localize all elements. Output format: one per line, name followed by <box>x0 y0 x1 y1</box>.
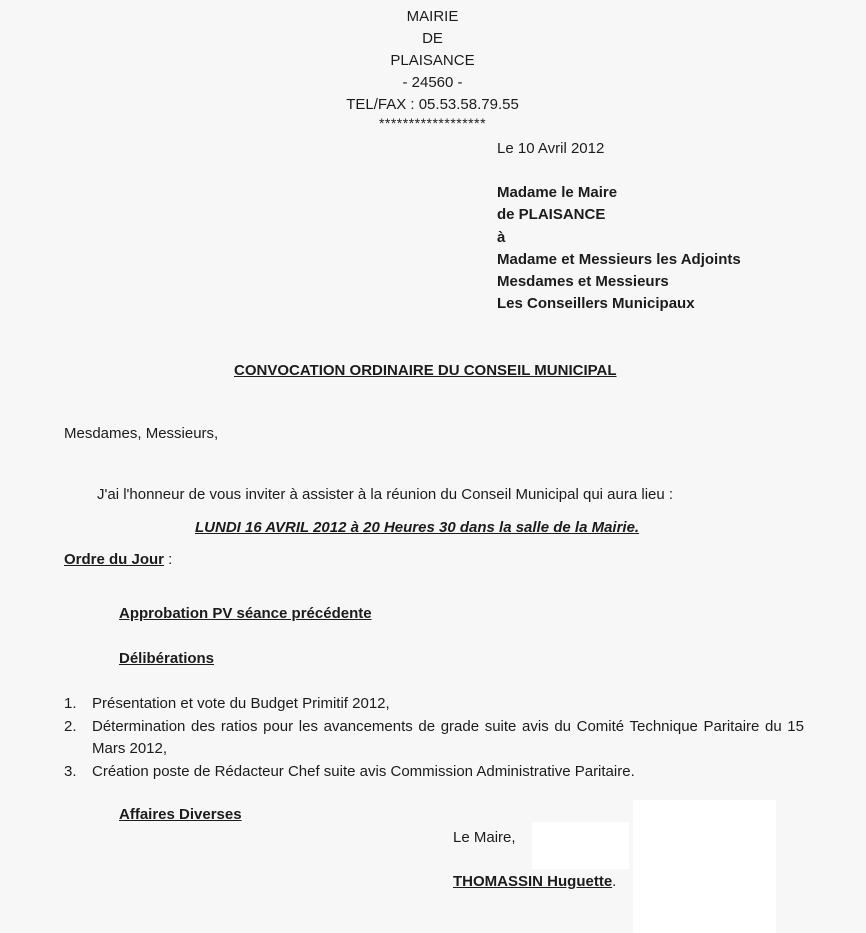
letterhead-line-town: PLAISANCE <box>390 52 475 69</box>
agenda-section-deliberations: Délibérations <box>119 650 215 667</box>
salutation: Mesdames, Messieurs, <box>64 425 219 442</box>
signatory-name <box>453 873 616 890</box>
letterhead-postcode: - 24560 - <box>402 74 463 91</box>
letter-date: Le 10 Avril 2012 <box>497 140 605 157</box>
list-item-text: Création poste de Rédacteur Chef suite avis Commission Administrative Paritaire. <box>92 762 635 780</box>
list-item-number: 1. <box>64 695 77 712</box>
letterhead-line-mairie: MAIRIE <box>406 8 459 25</box>
agenda-section-misc: Affaires Diverses <box>119 806 242 823</box>
addressee-line: Les Conseillers Municipaux <box>497 295 695 313</box>
agenda-label: Ordre du Jour <box>64 551 165 568</box>
addressee-line: Madame le Maire <box>497 184 618 201</box>
letterhead-phone: TEL/FAX : 05.53.58.79.55 <box>346 96 519 113</box>
agenda-heading <box>64 551 172 568</box>
addressee-block <box>497 182 741 316</box>
agenda-suffix: : <box>164 551 173 568</box>
list-item-text: Détermination des ratios pour les avancements de grade suite avis du Comité Technique Paritaire du 15 Mars 2012, <box>92 717 804 757</box>
document-title: CONVOCATION ORDINAIRE DU CONSEIL MUNICIPAL <box>234 362 617 379</box>
addressee-line: Mesdames et Messieurs <box>497 273 669 291</box>
list-item-number: 3. <box>64 762 77 780</box>
deliberations-list <box>64 693 804 783</box>
signature-label: Le Maire, <box>453 829 516 846</box>
list-item <box>64 693 804 716</box>
list-item <box>64 716 804 761</box>
meeting-details: LUNDI 16 AVRIL 2012 à 20 Heures 30 dans la salle de la Mairie. <box>195 519 640 536</box>
list-item-text: Présentation et vote du Budget Primitif 2012, <box>92 695 390 712</box>
letterhead-separator: ****************** <box>378 115 487 131</box>
redacted-signature-area <box>532 822 629 869</box>
agenda-section-approval: Approbation PV séance précédente <box>119 605 372 622</box>
redacted-stamp-area <box>633 800 776 933</box>
list-item <box>64 761 804 784</box>
signatory-name-text: THOMASSIN Huguette <box>453 873 613 890</box>
signatory-name-suffix: . <box>612 873 617 890</box>
intro-paragraph: J'ai l'honneur de vous inviter à assister à la réunion du Conseil Municipal qui aura lieu : <box>97 486 674 503</box>
addressee-line: de PLAISANCE <box>497 206 606 224</box>
addressee-line: à <box>497 228 506 246</box>
list-item-number: 2. <box>64 717 77 735</box>
letterhead-line-de: DE <box>422 30 443 47</box>
addressee-line: Madame et Messieurs les Adjoints <box>497 250 741 268</box>
letterhead <box>330 6 535 130</box>
